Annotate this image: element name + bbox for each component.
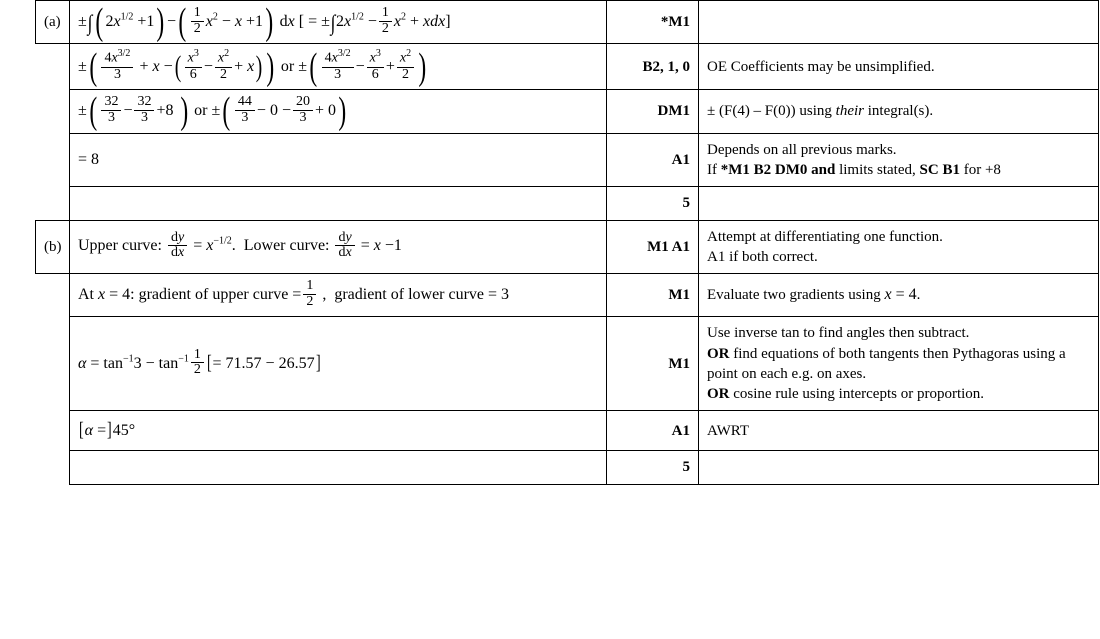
part-label-a: (a) bbox=[36, 1, 70, 44]
note-post: . bbox=[916, 287, 921, 304]
table-row bbox=[36, 220, 1099, 274]
mark-cell-m1-eval: M1 bbox=[607, 274, 699, 317]
working-cell-b4: [α =]45° bbox=[70, 411, 607, 451]
note-cell-b-m1a1 bbox=[699, 220, 1099, 274]
note-cell-empty-1 bbox=[699, 1, 1099, 44]
working-cell-b3: $\alpha = \tan^{-1}3 - \tan^{-1}$ $\frac{1}{2}$ [= 71.57 − 26.57] bbox=[70, 317, 607, 411]
note-bold-2: SC B1 bbox=[919, 162, 960, 179]
part-label-blank-7 bbox=[36, 411, 70, 451]
part-label-blank-3 bbox=[36, 133, 70, 187]
note-line-2 bbox=[707, 160, 1090, 180]
note-cell-empty-total-a bbox=[699, 187, 1099, 220]
note-mid: limits stated, bbox=[835, 162, 920, 179]
table-row bbox=[36, 274, 1099, 317]
note-cell-empty-total-b bbox=[699, 451, 1099, 484]
note-rest-2: cosine rule using intercepts or proportion. bbox=[729, 386, 985, 403]
note-bold-or-2: OR bbox=[707, 386, 730, 403]
working-cell-a4 bbox=[70, 133, 607, 187]
mark-cell-b2: B2, 1, 0 bbox=[607, 44, 699, 90]
table-row bbox=[36, 133, 1099, 187]
part-label-blank-5 bbox=[36, 274, 70, 317]
mark-cell-m1-star: *M1 bbox=[607, 1, 699, 44]
note-line-1: Attempt at differentiating one function. bbox=[707, 228, 943, 245]
note-rest-1: find equations of both tangents then Pythagoras using a point on each e.g. on axes. bbox=[707, 345, 1066, 382]
mark-cell-total-a: 5 bbox=[607, 187, 699, 220]
note-text-italic: their bbox=[835, 103, 864, 120]
note-pre: If bbox=[707, 162, 721, 179]
note-cell-a1 bbox=[699, 133, 1099, 187]
note-line-2 bbox=[707, 344, 1090, 385]
table-row bbox=[36, 90, 1099, 133]
label-upper-curve: Upper curve: bbox=[78, 237, 162, 255]
table-row bbox=[36, 317, 1099, 411]
note-pre: Evaluate two gradients using bbox=[707, 287, 885, 304]
note-cell-dm1 bbox=[699, 90, 1099, 133]
working-cell-b1: Upper curve: $\frac{dy}{dx}$ = $x^{-1/2}$. Lower curve: $\frac{dy}{dx}$ = x −1 bbox=[70, 220, 607, 274]
note-cell-oe: OE Coefficients may be unsimplified. bbox=[699, 44, 1099, 90]
note-text-post: integral(s). bbox=[864, 103, 934, 120]
working-cell-empty-a bbox=[70, 187, 607, 220]
mark-cell-total-b: 5 bbox=[607, 451, 699, 484]
note-cell-b-m1-eval: Evaluate two gradients using x = 4. bbox=[699, 274, 1099, 317]
note-cell-awrt: AWRT bbox=[699, 411, 1099, 451]
mark-cell-m1a1: M1 A1 bbox=[607, 220, 699, 274]
note-line-2: A1 if both correct. bbox=[707, 248, 818, 265]
table-row bbox=[36, 411, 1099, 451]
mark-cell-a1-b: A1 bbox=[607, 411, 699, 451]
working-cell-empty-b bbox=[70, 451, 607, 484]
part-label-b: (b) bbox=[36, 220, 70, 274]
note-bold-1: *M1 B2 DM0 and bbox=[720, 162, 836, 179]
part-label-blank-6 bbox=[36, 317, 70, 411]
working-cell-a1: ±∫( $2x^{1/2} +1$) −( $\frac{1}{2}$ $x^2 - x +1$) dx [ = $\pm\int 2x^{1/2}$ − $\frac{1}{2}$ $x^2 + xdx$] bbox=[70, 1, 607, 44]
label-lower-curve: Lower curve: bbox=[243, 237, 330, 255]
table-row-total-a bbox=[36, 187, 1099, 220]
working-cell-a2: ±( $\frac{4x^{3/2}}{3}$ + x −( $\frac{x^3}{6}$ − $\frac{x^2}{2}$ + x) ) or ±( $\frac{4x^{3/2}}{3}$ − $\frac{x^3}{6}$ + $\frac{x^2}{2}$ ) bbox=[70, 44, 607, 90]
mark-cell-dm1: DM1 bbox=[607, 90, 699, 133]
part-label-blank-2 bbox=[36, 90, 70, 133]
working-alpha-value: 45° bbox=[112, 421, 136, 439]
markscheme-table bbox=[35, 0, 1099, 485]
note-cell-b-m1-tan bbox=[699, 317, 1099, 411]
part-label-blank-1 bbox=[36, 44, 70, 90]
working-cell-b2: At x = 4: gradient of upper curve = $\frac{1}{2}$ , gradient of lower curve = 3 bbox=[70, 274, 607, 317]
part-label-blank-4 bbox=[36, 187, 70, 220]
mark-cell-a1: A1 bbox=[607, 133, 699, 187]
working-equals-8: = 8 bbox=[78, 151, 100, 169]
note-text-pre: ± (F(4) – F(0)) using bbox=[707, 103, 836, 120]
mark-cell-m1-tan: M1 bbox=[607, 317, 699, 411]
note-line-1: Depends on all previous marks. bbox=[707, 141, 897, 158]
table-row bbox=[36, 44, 1099, 90]
table-row-total-b bbox=[36, 451, 1099, 484]
working-cell-a3: ±( $\frac{32}{3}$ − $\frac{32}{3}$ +8 ) or ±( $\frac{44}{3}$ − 0 − $\frac{20}{3}$ + 0) bbox=[70, 90, 607, 133]
note-post: for +8 bbox=[959, 162, 1001, 179]
table-row bbox=[36, 1, 1099, 44]
part-label-blank-8 bbox=[36, 451, 70, 484]
note-bold-or-1: OR bbox=[707, 345, 730, 362]
note-line-1: Use inverse tan to find angles then subtract. bbox=[707, 325, 970, 342]
note-line-3 bbox=[707, 384, 1090, 404]
